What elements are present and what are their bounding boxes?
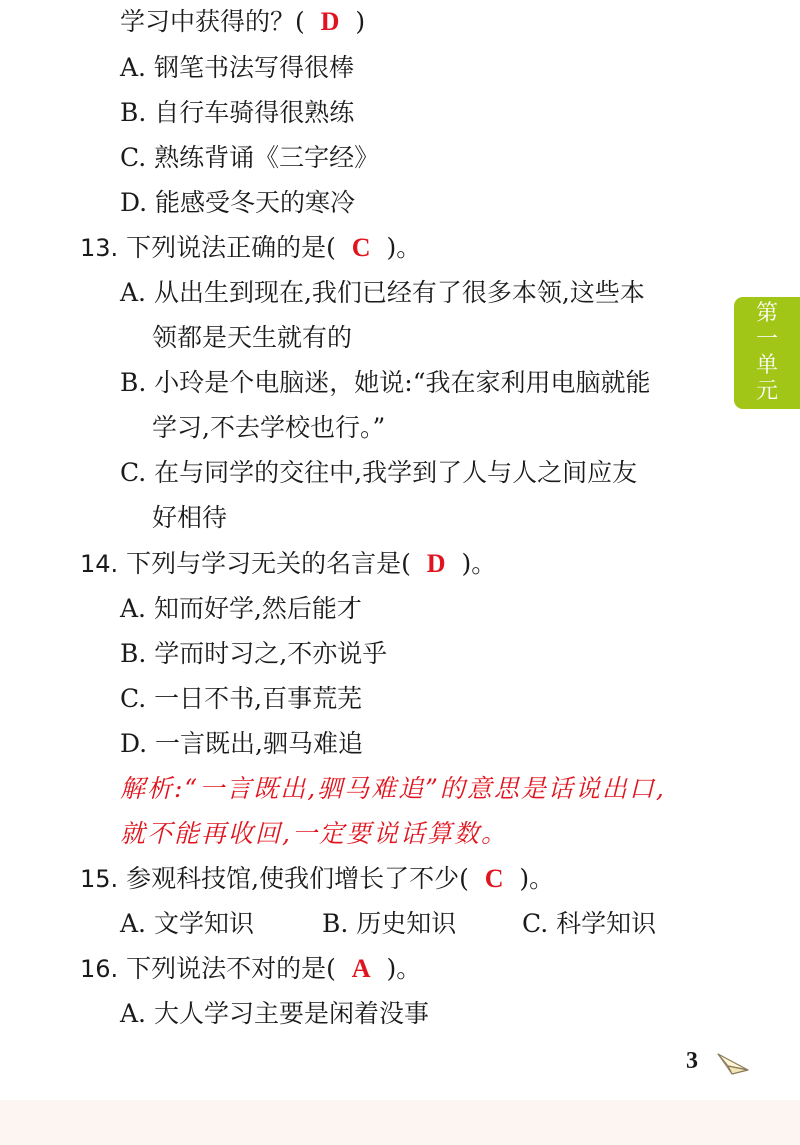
question-stem: 学习中获得的？( D ) [120, 7, 366, 36]
option-continuation: 学习,不去学校也行。” [152, 413, 386, 442]
option: B. 学而时习之,不亦说乎 [120, 639, 388, 668]
option: A. 从出生到现在,我们已经有了很多本领,这些本 [120, 278, 645, 307]
answer-mark: D [320, 7, 340, 36]
question-stem: 参观科技馆,使我们增长了不少( [126, 864, 469, 893]
answer-mark: A [351, 954, 371, 983]
option-continuation: 好相待 [152, 503, 228, 532]
tab-char: 第 [755, 301, 778, 326]
answer-mark: C [484, 864, 504, 893]
tab-char: 元 [755, 379, 778, 404]
answer-mark: D [426, 549, 446, 578]
option: C. 熟练背诵《三字经》 [120, 143, 380, 172]
option: A. 钢笔书法写得很棒 [120, 53, 354, 82]
option: D. 能感受冬天的寒冷 [120, 188, 356, 217]
option: A. 大人学习主要是闲着没事 [120, 999, 429, 1028]
option: C. 在与同学的交往中,我学到了人与人之间应友 [120, 458, 638, 487]
option: A. 知而好学,然后能才 [120, 594, 362, 623]
question-number: 14. [80, 550, 119, 578]
option: C. 一日不书,百事荒芜 [120, 684, 363, 713]
paper-plane-icon [716, 1050, 750, 1076]
page-number: 3 [686, 1048, 698, 1074]
tab-char: 单 [755, 353, 778, 378]
question-13: 13. 下列说法正确的是( C )。 [80, 233, 422, 262]
option: D. 一言既出,驷马难追 [120, 729, 363, 758]
option: B. 小玲是个电脑迷，她说:“我在家利用电脑就能 [120, 368, 651, 397]
question-number: 16. [80, 955, 119, 983]
option: B. 自行车骑得很熟练 [120, 98, 355, 127]
option: B. 历史知识 [322, 909, 457, 938]
explanation-text: 就不能再收回,一定要说话算数。 [120, 819, 508, 848]
question-15: 15. 参观科技馆,使我们增长了不少( C )。 [80, 864, 555, 893]
answer-mark: C [351, 233, 371, 262]
question-14: 14. 下列与学习无关的名言是( D )。 [80, 549, 497, 578]
tab-char: 一 [755, 327, 778, 352]
option: A. 文学知识 [120, 909, 254, 938]
unit-side-tab [734, 297, 800, 409]
question-number: 15. [80, 865, 119, 893]
explanation-text: 解析:“一言既出,驷马难追”的意思是话说出口, [120, 774, 666, 803]
question-stem: 下列说法正确的是( [126, 233, 336, 262]
question-stem: 下列说法不对的是( [126, 954, 336, 983]
question-number: 13. [80, 234, 119, 262]
bottom-band [0, 1100, 800, 1145]
option: C. 科学知识 [522, 909, 657, 938]
option-continuation: 领都是天生就有的 [152, 323, 353, 352]
question-stem: 下列与学习无关的名言是( [126, 549, 411, 578]
question-16: 16. 下列说法不对的是( A )。 [80, 954, 422, 983]
